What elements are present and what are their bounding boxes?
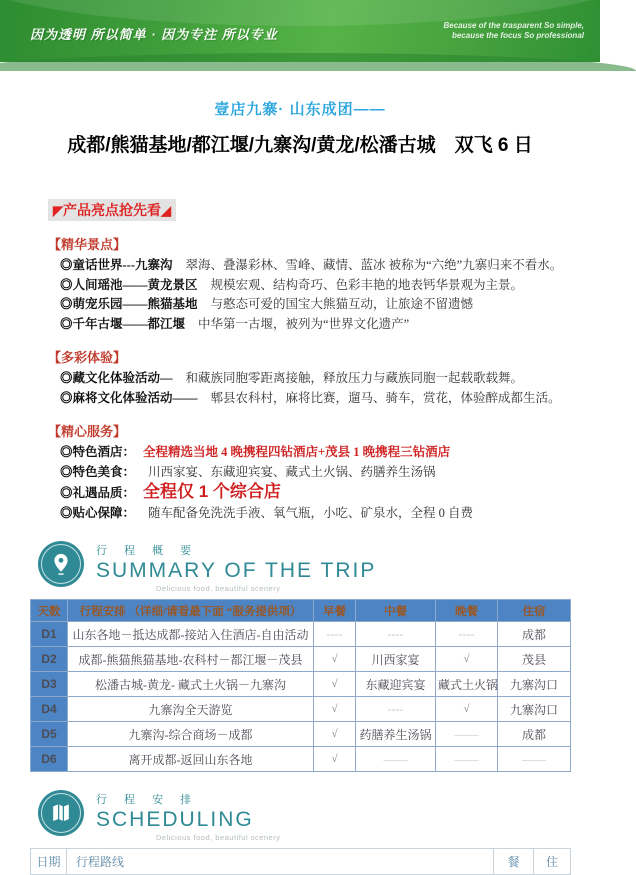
stay-cell: 茂县 <box>498 647 571 672</box>
header-breakfast: 早餐 <box>314 600 356 622</box>
highlight-label: ◎萌宠乐园——熊猫基地 <box>60 297 198 311</box>
highlight-item <box>60 482 576 504</box>
highlight-text: 川西家宴、东藏迎宾宴、藏式土火锅、药膳养生汤锅 <box>148 464 436 479</box>
highlight-label: ◎礼遇品质： <box>60 486 136 500</box>
highlight-item <box>60 443 576 463</box>
section-title-scenery: 【精华景点】 <box>48 237 127 252</box>
day-cell: D3 <box>31 672 68 697</box>
section-title-service: 【精心服务】 <box>48 424 127 439</box>
scheduling-subtitle: Delicious food, beautiful scenery <box>156 833 281 842</box>
plan-cell: 离开成都-返回山东各地 <box>68 747 314 772</box>
day-cell: D1 <box>31 622 68 647</box>
highlight-label: ◎特色酒店： <box>60 445 136 459</box>
lunch-cell: 药膳养生汤锅 <box>356 722 436 747</box>
header-plan: 行程安排 （详细/请看最下面 “服务提供项） <box>68 600 314 622</box>
scheduling-header-meal: 餐 <box>494 849 534 875</box>
header-lunch: 中餐 <box>356 600 436 622</box>
highlights-header-label: 产品亮点抢先看 <box>63 202 161 218</box>
day-cell: D2 <box>31 647 68 672</box>
trip-summary-table <box>30 599 571 772</box>
summary-subtitle: Delicious food, beautiful scenery <box>156 584 281 593</box>
stay-cell: 九寨沟口 <box>498 672 571 697</box>
breakfast-cell: √ <box>314 647 356 672</box>
dinner-cell: ---- <box>436 622 498 647</box>
highlight-text: 随车配备免洗洗手液、氧气瓶，小吃、矿泉水，全程 0 自费 <box>148 505 474 520</box>
lunch-cell: ---- <box>356 622 436 647</box>
breakfast-cell: √ <box>314 747 356 772</box>
highlight-text: 规模宏观、结构奇巧、色彩丰艳的地表钙华景观为主景。 <box>210 277 524 292</box>
dinner-cell: √ <box>436 647 498 672</box>
folded-map-icon <box>38 790 84 836</box>
dinner-cell: 藏式土火锅 <box>436 672 498 697</box>
highlight-item <box>60 276 576 296</box>
plan-cell: 山东各地－抵达成都-接站入住酒店-自由活动 <box>68 622 314 647</box>
day-cell: D6 <box>31 747 68 772</box>
banner-slogan-en-line1: Because of the trasparent So simple, <box>443 21 584 30</box>
scheduling-header-row <box>31 849 571 875</box>
highlight-text: 全程精选当地 4 晚携程四钻酒店+茂县 1 晚携程三钻酒店 <box>143 445 451 459</box>
highlight-item <box>60 389 576 409</box>
table-row <box>31 622 571 647</box>
highlight-item <box>60 295 576 315</box>
breakfast-cell: ---- <box>314 622 356 647</box>
plan-cell: 九寨沟-综合商场－成都 <box>68 722 314 747</box>
triangle-right-icon: ◢ <box>161 203 171 218</box>
highlight-item <box>60 256 576 276</box>
dinner-cell: —— <box>436 747 498 772</box>
table-row <box>31 747 571 772</box>
header-day: 天数 <box>31 600 68 622</box>
dinner-cell: —— <box>436 722 498 747</box>
scheduling-title-en: SCHEDULING <box>96 808 254 831</box>
scheduling-header-route: 行程路线 <box>67 849 494 875</box>
highlight-label: ◎贴心保障： <box>60 505 136 520</box>
banner-slogan-cn: 因为透明 所以简单 · 因为专注 所以专业 <box>30 27 278 42</box>
summary-title-cn: 行 程 概 要 <box>96 545 199 557</box>
scheduling-table <box>30 848 571 875</box>
highlight-label: ◎千年古堰——都江堰 <box>60 316 186 331</box>
highlight-text: 郫县农科村，麻将比赛，遛马、骑车，赏花，体验醉成都生活。 <box>210 390 561 405</box>
stay-cell: 成都 <box>498 722 571 747</box>
table-header-row <box>31 600 571 622</box>
highlight-text: 全程仅 1 个综合店 <box>143 482 281 501</box>
lunch-cell: 川西家宴 <box>356 647 436 672</box>
highlights-header <box>48 199 176 221</box>
scheduling-header-stay: 住 <box>534 849 571 875</box>
day-cell: D5 <box>31 722 68 747</box>
highlight-label: ◎童话世界---九寨沟 <box>60 258 173 272</box>
day-cell: D4 <box>31 697 68 722</box>
table-row <box>31 672 571 697</box>
highlight-label: ◎藏文化体验活动— <box>60 371 173 385</box>
table-row <box>31 722 571 747</box>
table-row <box>31 647 571 672</box>
stay-cell: 九寨沟口 <box>498 697 571 722</box>
banner-slogan-en-line2: because the focus So professional <box>451 31 584 41</box>
plan-cell: 九寨沟全天游览 <box>68 697 314 722</box>
breakfast-cell: √ <box>314 722 356 747</box>
highlight-item <box>60 369 576 389</box>
header-stay: 住宿 <box>498 600 571 622</box>
tour-series-title: 壹店九寨· 山东成团—— <box>214 101 386 118</box>
breakfast-cell: √ <box>314 697 356 722</box>
plan-cell: 成都-熊猫熊猫基地-农科村－都江堰－茂县 <box>68 647 314 672</box>
header-dinner: 晚餐 <box>436 600 498 622</box>
highlight-text: 中华第一古堰，被列为“世界文化遗产” <box>198 316 410 331</box>
location-pin-icon <box>38 541 84 587</box>
highlight-label: ◎人间瑶池——黄龙景区 <box>60 277 198 292</box>
triangle-left-icon: ◤ <box>53 203 63 218</box>
lunch-cell: —— <box>356 747 436 772</box>
stay-cell: 成都 <box>498 622 571 647</box>
section-title-experience: 【多彩体验】 <box>48 350 127 365</box>
plan-cell: 松潘古城-黄龙- 藏式土火锅－九寨沟 <box>68 672 314 697</box>
banner-slogan-en <box>444 21 585 42</box>
scheduling-section-header <box>38 790 600 842</box>
highlight-text: 翠海、叠瀑彩林、雪峰、藏情、蓝冰 被称为“六绝”九寨归来不看水。 <box>185 258 563 272</box>
summary-title-en: SUMMARY OF THE TRIP <box>96 559 377 582</box>
highlight-label: ◎特色美食： <box>60 464 136 479</box>
summary-section-titles <box>96 541 376 593</box>
highlight-text: 与憨态可爱的国宝大熊猫互动，让旅途不留遗憾 <box>210 297 474 311</box>
table-row <box>31 697 571 722</box>
highlight-item <box>60 315 576 335</box>
lunch-cell: ---- <box>356 697 436 722</box>
scheduling-title-cn: 行 程 安 排 <box>96 794 199 806</box>
scheduling-section-titles <box>96 790 280 842</box>
stay-cell: —— <box>498 747 571 772</box>
tour-main-title: 成都/熊猫基地/都江堰/九寨沟/黄龙/松潘古城 双飞 6 日 <box>67 135 533 156</box>
highlight-label: ◎麻将文化体验活动—— <box>60 390 198 405</box>
top-banner <box>0 0 600 62</box>
summary-section-header <box>38 541 600 593</box>
highlight-item <box>60 463 576 483</box>
highlight-item <box>60 504 576 524</box>
lunch-cell: 东藏迎宾宴 <box>356 672 436 697</box>
highlights-header-wrap <box>48 199 600 221</box>
scheduling-header-date: 日期 <box>31 849 67 875</box>
breakfast-cell: √ <box>314 672 356 697</box>
highlight-text: 和藏族同胞零距离接触，释放压力与藏族同胞一起载歌载舞。 <box>185 371 524 385</box>
dinner-cell: √ <box>436 697 498 722</box>
